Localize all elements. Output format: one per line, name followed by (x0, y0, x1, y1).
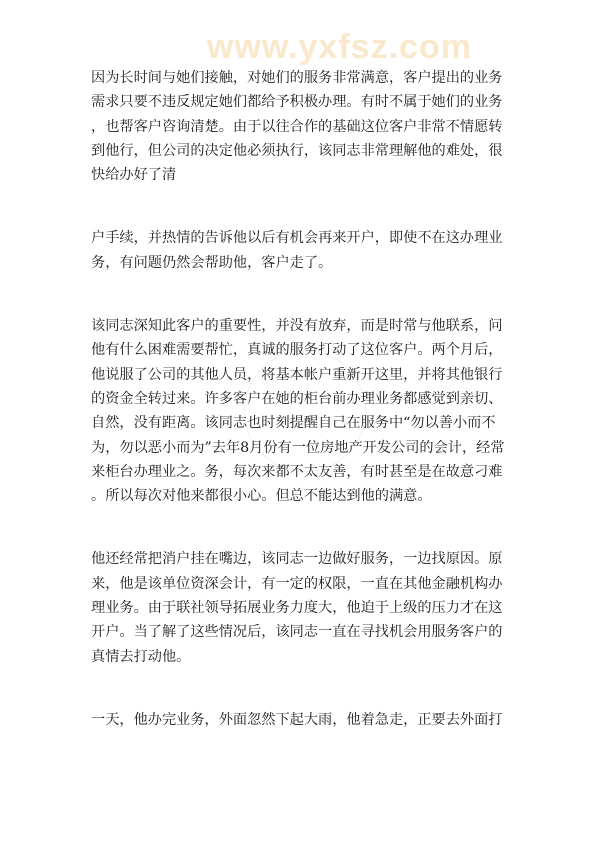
text-line: 开户。当了解了这些情况后，该同志一直在寻找机会用服务客户的 (91, 624, 503, 641)
text-line: 他说服了公司的其他人员，将基本帐户重新开这里，并将其他银行 (91, 366, 503, 383)
text-line: ，也帮客户咨询清楚。由于以往合作的基础这位客户非常不情愿转 (91, 118, 503, 135)
text-line: 自然，没有距离。该同志也时刻提醒自己在服务中“勿以善小而不 (91, 415, 496, 432)
text-line: 需求只要不违反规定她们都给予积极办理。有时不属于她们的业务 (91, 94, 503, 111)
text-line: 他有什么困难需要帮忙，真诚的服务打动了这位客户。两个月后， (91, 342, 503, 359)
paragraph-2 (91, 226, 509, 275)
text-line: 真情去打动他。 (91, 648, 191, 665)
watermark-text: www.yxfsz.com (207, 28, 472, 66)
text-line: 务，有问题仍然会帮助他，客户走了。 (91, 254, 333, 271)
text-line: 。所以每次对他来都很小心。但总不能达到他的满意。 (91, 488, 432, 505)
text-line: 的资金全转过来。许多客户在她的柜台前办理业务都感觉到亲切、 (91, 390, 503, 407)
paragraph-3 (91, 314, 509, 508)
text-line: 为，勿以恶小而为”去年8月份有一位房地产开发公司的会计，经常 (91, 439, 505, 456)
paragraph-1 (91, 66, 509, 187)
text-line: 到他行，但公司的决定他必须执行，该同志非常理解他的难处，很 (91, 142, 503, 159)
paragraph-5 (91, 708, 509, 732)
text-line: 户手续，并热情的告诉他以后有机会再来开户，即使不在这办理业 (91, 230, 503, 247)
text-line: 快给办好了清 (91, 167, 177, 184)
text-line: 因为长时间与她们接触，对她们的服务非常满意，客户提出的业务 (91, 70, 503, 86)
text-line: 该同志深知此客户的重要性，并没有放弃，而是时常与他联系，问 (91, 318, 503, 335)
text-line: 理业务。由于联社领导拓展业务力度大，他迫于上级的压力才在这 (91, 600, 503, 617)
text-line: 来柜台办理业之。务，每次来都不太友善，有时甚至是在故意刁难 (91, 463, 503, 480)
text-line: 来，他是该单位资深会计，有一定的权限，一直在其他金融机构办 (91, 575, 503, 592)
document-body (91, 66, 509, 732)
paragraph-4 (91, 547, 509, 668)
text-line: 他还经常把消户挂在嘴边，该同志一边做好服务，一边找原因。原 (91, 551, 503, 568)
text-line: 一天，他办完业务，外面忽然下起大雨，他着急走，正要去外面打 (91, 711, 503, 728)
